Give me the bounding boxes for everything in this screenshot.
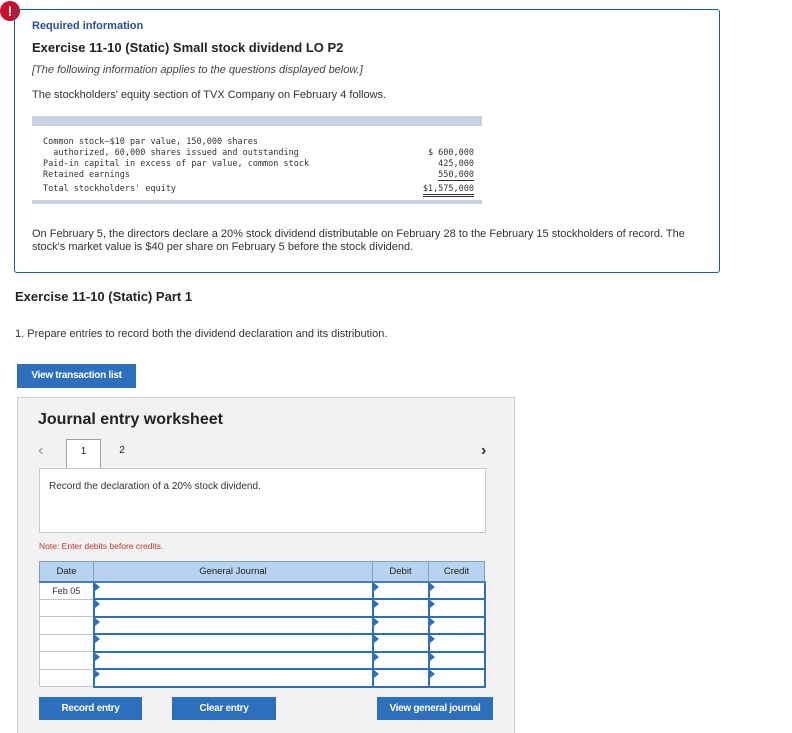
instruction-text: Record the declaration of a 20% stock dividend. xyxy=(49,481,261,492)
general-journal-input[interactable] xyxy=(94,669,373,687)
record-entry-button[interactable]: Record entry xyxy=(39,697,142,720)
stockholders-equity-table xyxy=(32,116,482,204)
date-cell: Feb 05 xyxy=(40,582,94,600)
date-cell[interactable] xyxy=(40,652,94,670)
equity-row-amount: 550,000 xyxy=(438,170,474,180)
worksheet-title: Journal entry worksheet xyxy=(38,411,223,428)
equity-row-amount: $ 600,000 xyxy=(427,148,474,158)
date-cell[interactable] xyxy=(40,669,94,687)
date-cell[interactable] xyxy=(40,617,94,635)
column-header-debit: Debit xyxy=(373,562,429,582)
table-bottom-bar xyxy=(32,200,482,204)
equity-row-amount: 425,000 xyxy=(438,159,474,169)
date-cell[interactable] xyxy=(40,634,94,652)
alert-icon: ! xyxy=(0,1,20,21)
question-text: 1. Prepare entries to record both the dividend declaration and its distribution. xyxy=(15,328,388,340)
part-title: Exercise 11-10 (Static) Part 1 xyxy=(15,289,193,304)
equity-row-label: Retained earnings xyxy=(43,170,130,180)
equity-row-label: authorized, 60,000 shares issued and outstanding xyxy=(43,148,299,158)
table-row xyxy=(40,582,485,600)
credit-input[interactable] xyxy=(429,652,485,670)
table-row xyxy=(40,652,485,670)
debit-input[interactable] xyxy=(373,582,429,600)
applies-note: [The following information applies to the questions displayed below.] xyxy=(32,64,363,76)
table-row xyxy=(40,599,485,617)
table-row xyxy=(40,669,485,687)
general-journal-input[interactable] xyxy=(94,652,373,670)
column-header-general-journal: General Journal xyxy=(94,562,373,582)
chevron-right-icon[interactable]: › xyxy=(481,442,487,459)
credit-input[interactable] xyxy=(429,634,485,652)
equity-row-label: Common stock—$10 par value, 150,000 shares xyxy=(43,137,258,147)
credit-input[interactable] xyxy=(429,617,485,635)
credit-input[interactable] xyxy=(429,582,485,600)
table-row xyxy=(40,634,485,652)
general-journal-input[interactable] xyxy=(94,634,373,652)
tab-2[interactable]: 2 xyxy=(119,445,125,456)
general-journal-input[interactable] xyxy=(94,617,373,635)
equity-total-amount: $1,575,000 xyxy=(423,184,474,197)
credit-input[interactable] xyxy=(429,669,485,687)
debit-input[interactable] xyxy=(373,652,429,670)
column-header-credit: Credit xyxy=(429,562,485,582)
journal-table xyxy=(39,561,486,688)
debit-input[interactable] xyxy=(373,669,429,687)
table-row xyxy=(40,617,485,635)
date-cell[interactable] xyxy=(40,599,94,617)
intro-text: The stockholders' equity section of TVX Company on February 4 follows. xyxy=(32,89,387,101)
debit-input[interactable] xyxy=(373,599,429,617)
instruction-box xyxy=(39,468,486,533)
dividend-declaration-text: On February 5, the directors declare a 20% stock dividend distributable on February 28 to the February 15 stockholders of record. The stock's market value is $40 per share on February 5 before the stock dividend. xyxy=(32,228,685,253)
tab-1[interactable]: 1 xyxy=(66,439,101,468)
chevron-left-icon[interactable]: ‹ xyxy=(38,442,44,459)
credit-input[interactable] xyxy=(429,599,485,617)
general-journal-input[interactable] xyxy=(94,599,373,617)
required-information-heading: Required information xyxy=(32,20,144,32)
clear-entry-button[interactable]: Clear entry xyxy=(172,697,276,720)
exercise-title: Exercise 11-10 (Static) Small stock dividend LO P2 xyxy=(32,40,344,55)
equity-row-label: Paid-in capital in excess of par value, common stock xyxy=(43,159,310,169)
column-header-date: Date xyxy=(40,562,94,582)
note-text: Note: Enter debits before credits. xyxy=(39,541,164,551)
debit-input[interactable] xyxy=(373,634,429,652)
equity-row-label: Total stockholders' equity xyxy=(43,184,177,194)
view-general-journal-button[interactable]: View general journal xyxy=(377,697,493,720)
debit-input[interactable] xyxy=(373,617,429,635)
general-journal-input[interactable] xyxy=(94,582,373,600)
view-transaction-list-button[interactable]: View transaction list xyxy=(17,364,136,388)
table-top-bar xyxy=(32,116,482,126)
